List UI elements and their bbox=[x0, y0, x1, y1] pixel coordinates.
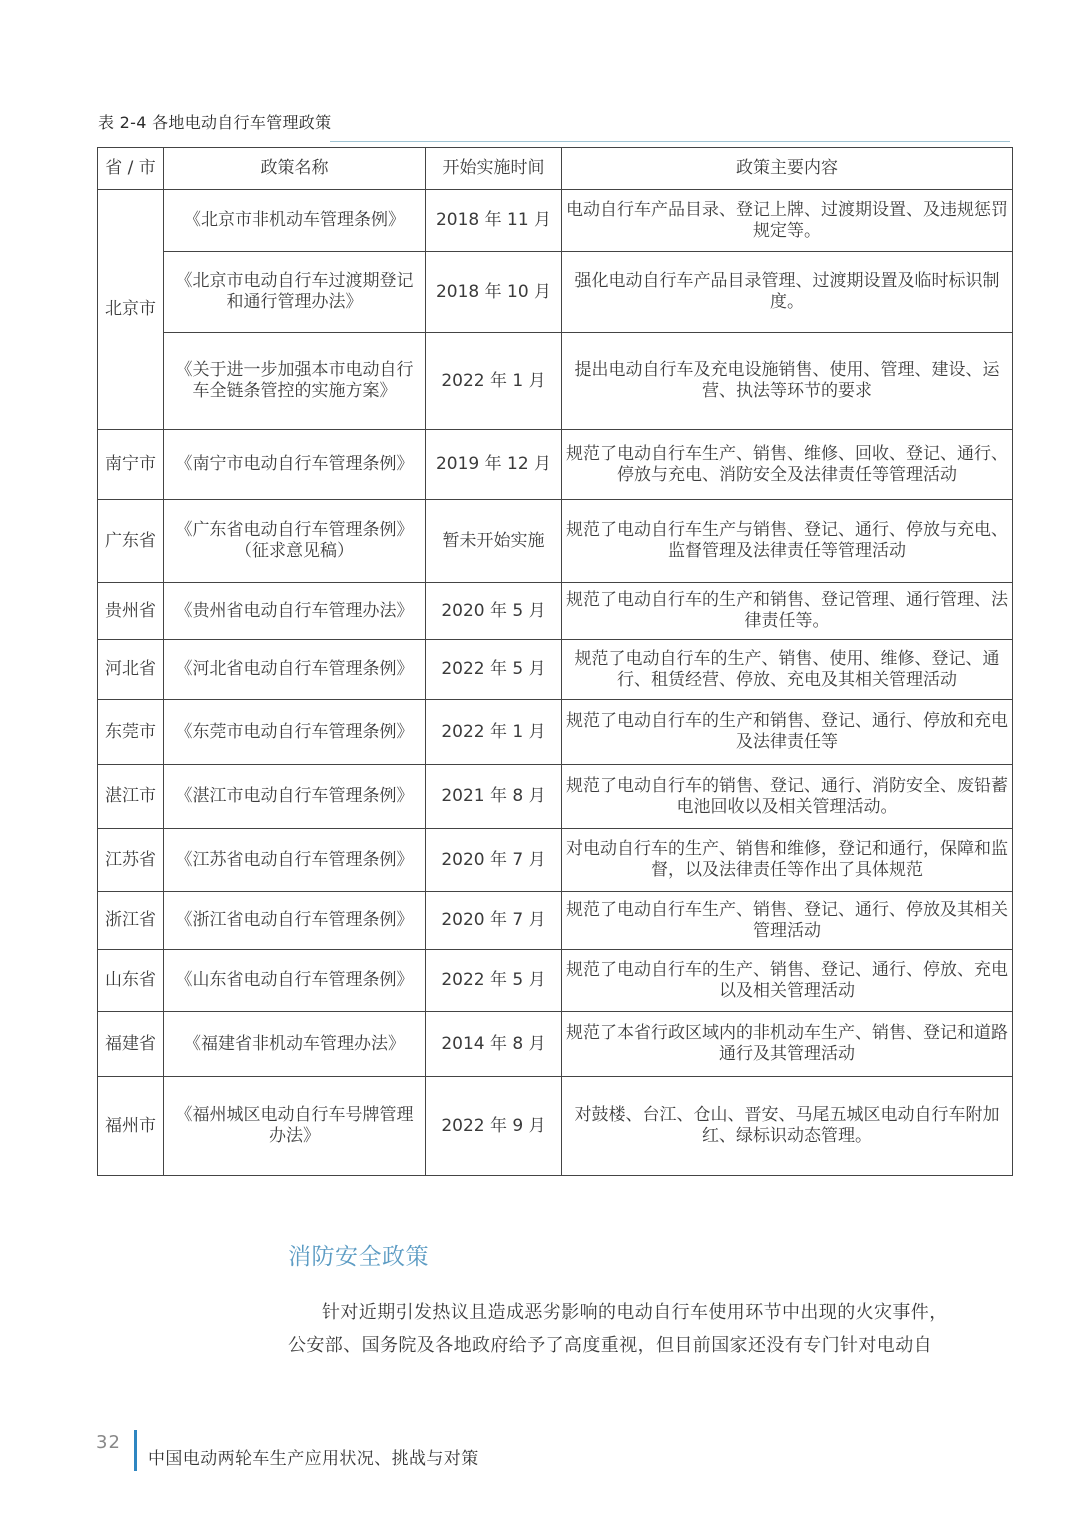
caption-divider bbox=[330, 141, 1010, 142]
section-title: 消防安全政策 bbox=[288, 1244, 429, 1270]
cell-province: 贵州省 bbox=[98, 583, 164, 640]
cell-policy-name: 《关于进一步加强本市电动自行车全链条管控的实施方案》 bbox=[164, 333, 426, 430]
cell-province: 福建省 bbox=[98, 1012, 164, 1077]
cell-content: 提出电动自行车及充电设施销售、使用、管理、建设、运营、执法等环节的要求 bbox=[562, 333, 1013, 430]
cell-start-date: 2021 年 8 月 bbox=[426, 765, 562, 829]
page-number: 32 bbox=[96, 1432, 121, 1453]
cell-province: 北京市 bbox=[98, 190, 164, 430]
policy-table bbox=[97, 147, 1013, 1176]
cell-content: 规范了电动自行车生产、销售、维修、回收、登记、通行、停放与充电、消防安全及法律责任等管理活动 bbox=[562, 430, 1013, 500]
table-row bbox=[98, 500, 1013, 583]
cell-start-date: 2020 年 7 月 bbox=[426, 892, 562, 950]
cell-content: 规范了电动自行车生产、销售、登记、通行、停放及其相关管理活动 bbox=[562, 892, 1013, 950]
cell-start-date: 2022 年 1 月 bbox=[426, 333, 562, 430]
body-paragraph-line: 公安部、国务院及各地政府给予了高度重视，但目前国家还没有专门针对电动自 bbox=[288, 1335, 932, 1356]
cell-province: 山东省 bbox=[98, 950, 164, 1012]
cell-policy-name: 《东莞市电动自行车管理条例》 bbox=[164, 700, 426, 765]
cell-content: 规范了本省行政区域内的非机动车生产、销售、登记和道路通行及其管理活动 bbox=[562, 1012, 1013, 1077]
cell-policy-name: 《南宁市电动自行车管理条例》 bbox=[164, 430, 426, 500]
cell-policy-name: 《山东省电动自行车管理条例》 bbox=[164, 950, 426, 1012]
table-row bbox=[98, 950, 1013, 1012]
table-row bbox=[98, 1077, 1013, 1176]
cell-province: 江苏省 bbox=[98, 829, 164, 892]
cell-start-date: 2019 年 12 月 bbox=[426, 430, 562, 500]
cell-policy-name: 《北京市非机动车管理条例》 bbox=[164, 190, 426, 252]
cell-content: 强化电动自行车产品目录管理、过渡期设置及临时标识制度。 bbox=[562, 252, 1013, 333]
cell-start-date: 2022 年 9 月 bbox=[426, 1077, 562, 1176]
table-row bbox=[98, 252, 1013, 333]
footer-accent-bar bbox=[134, 1430, 137, 1471]
header-content: 政策主要内容 bbox=[562, 148, 1013, 190]
cell-policy-name: 《福建省非机动车管理办法》 bbox=[164, 1012, 426, 1077]
cell-start-date: 2022 年 5 月 bbox=[426, 640, 562, 700]
table-row bbox=[98, 640, 1013, 700]
table-caption: 表 2-4 各地电动自行车管理政策 bbox=[98, 113, 332, 132]
cell-policy-name: 《湛江市电动自行车管理条例》 bbox=[164, 765, 426, 829]
table-row bbox=[98, 765, 1013, 829]
cell-content: 规范了电动自行车生产与销售、登记、通行、停放与充电、监督管理及法律责任等管理活动 bbox=[562, 500, 1013, 583]
cell-province: 湛江市 bbox=[98, 765, 164, 829]
cell-policy-name: 《福州城区电动自行车号牌管理办法》 bbox=[164, 1077, 426, 1176]
table-row bbox=[98, 1012, 1013, 1077]
cell-province: 南宁市 bbox=[98, 430, 164, 500]
table-row bbox=[98, 333, 1013, 430]
header-policy-name: 政策名称 bbox=[164, 148, 426, 190]
header-province: 省 / 市 bbox=[98, 148, 164, 190]
cell-content: 对鼓楼、台江、仓山、晋安、马尾五城区电动自行车附加红、绿标识动态管理。 bbox=[562, 1077, 1013, 1176]
cell-content: 规范了电动自行车的销售、登记、通行、消防安全、废铅蓄电池回收以及相关管理活动。 bbox=[562, 765, 1013, 829]
cell-province: 东莞市 bbox=[98, 700, 164, 765]
cell-province: 广东省 bbox=[98, 500, 164, 583]
cell-start-date: 2022 年 1 月 bbox=[426, 700, 562, 765]
cell-start-date: 2020 年 7 月 bbox=[426, 829, 562, 892]
cell-start-date: 2020 年 5 月 bbox=[426, 583, 562, 640]
cell-content: 规范了电动自行车的生产和销售、登记、通行、停放和充电及法律责任等 bbox=[562, 700, 1013, 765]
cell-start-date: 2022 年 5 月 bbox=[426, 950, 562, 1012]
cell-content: 电动自行车产品目录、登记上牌、过渡期设置、及违规惩罚规定等。 bbox=[562, 190, 1013, 252]
cell-content: 规范了电动自行车的生产、销售、使用、维修、登记、通行、租赁经营、停放、充电及其相关管理活动 bbox=[562, 640, 1013, 700]
cell-start-date: 2018 年 11 月 bbox=[426, 190, 562, 252]
table-row bbox=[98, 430, 1013, 500]
cell-policy-name: 《贵州省电动自行车管理办法》 bbox=[164, 583, 426, 640]
book-title: 中国电动两轮车生产应用状况、挑战与对策 bbox=[148, 1449, 479, 1469]
body-paragraph-line: 针对近期引发热议且造成恶劣影响的电动自行车使用环节中出现的火灾事件， bbox=[322, 1302, 948, 1323]
cell-province: 浙江省 bbox=[98, 892, 164, 950]
header-start-date: 开始实施时间 bbox=[426, 148, 562, 190]
table-row bbox=[98, 829, 1013, 892]
cell-province: 河北省 bbox=[98, 640, 164, 700]
table-row bbox=[98, 583, 1013, 640]
table-row bbox=[98, 190, 1013, 252]
table-header-row bbox=[98, 148, 1013, 190]
cell-policy-name: 《河北省电动自行车管理条例》 bbox=[164, 640, 426, 700]
cell-province: 福州市 bbox=[98, 1077, 164, 1176]
cell-policy-name: 《浙江省电动自行车管理条例》 bbox=[164, 892, 426, 950]
cell-policy-name: 《广东省电动自行车管理条例》（征求意见稿） bbox=[164, 500, 426, 583]
cell-start-date: 2018 年 10 月 bbox=[426, 252, 562, 333]
table-row bbox=[98, 700, 1013, 765]
cell-content: 对电动自行车的生产、销售和维修，登记和通行，保障和监督，以及法律责任等作出了具体规范 bbox=[562, 829, 1013, 892]
cell-start-date: 暂未开始实施 bbox=[426, 500, 562, 583]
cell-content: 规范了电动自行车的生产、销售、登记、通行、停放、充电以及相关管理活动 bbox=[562, 950, 1013, 1012]
table-row bbox=[98, 892, 1013, 950]
cell-policy-name: 《北京市电动自行车过渡期登记和通行管理办法》 bbox=[164, 252, 426, 333]
cell-start-date: 2014 年 8 月 bbox=[426, 1012, 562, 1077]
cell-policy-name: 《江苏省电动自行车管理条例》 bbox=[164, 829, 426, 892]
cell-content: 规范了电动自行车的生产和销售、登记管理、通行管理、法律责任等。 bbox=[562, 583, 1013, 640]
